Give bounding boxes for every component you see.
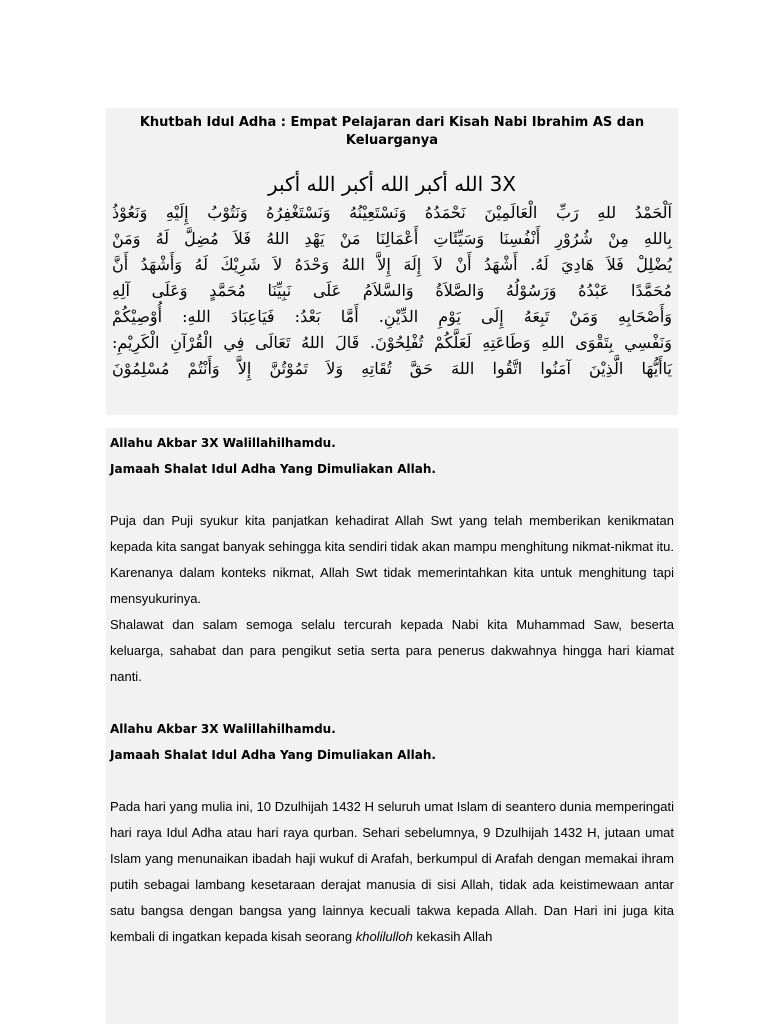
section-2 [106,716,678,950]
arabic-line: اَلْحَمْدُ للهِ رَبِّ الْعَالَمِيْنَ نَحْمَدُهُ وَنَسْتَعِيْنُهُ وَنَسْتَغْفِرُهُ وَنَتُوْبُ إِلَيْهِ وَنَعُوْذُ [112,203,672,222]
spacer [106,690,678,716]
spacer [110,482,674,508]
section-2-paragraph-idul-adha [110,794,674,950]
arabic-takbir [106,172,678,196]
arabic-line: وَنَفْسِي بِتَقْوَى اللهِ وَطَاعَتِهِ لَعَلَّكُمْ تُفْلِحُوْنَ. قَالَ اللهُ تَعَالَى فِي الْقُرْآنِ الْكَرِيْمِ: [112,333,672,352]
arabic-line: مُحَمَّدًا عَبْدُهُ وَرَسُوْلُهُ وَالصَّلاَةُ وَالسَّلاَمُ عَلَى نَبِيِّنَا مُحَمَّدٍ وَعَلَى آلِهِ [112,281,672,300]
section-1-header-takbir: Allahu Akbar 3X Walillahilhamdu. [110,436,336,450]
takbir-count: 3X [489,172,516,196]
paragraph-text: kekasih Allah [412,929,493,944]
title-block [106,108,678,415]
arabic-line: بِاللهِ مِنْ شُرُوْرِ أَنْفُسِنَا وَسَيِّئَاتِ أَعْمَالِنَا مَنْ يَهْدِ اللهُ فَلاَ مُضِلَّ لَهُ وَمَنْ [112,229,672,248]
section-2-header-greeting: Jamaah Shalat Idul Adha Yang Dimuliakan Allah. [110,748,436,762]
section-2-header-takbir: Allahu Akbar 3X Walillahilhamdu. [110,722,336,736]
arabic-line: يُضْلِلْ فَلاَ هَادِيَ لَهُ. أَشْهَدُ أَنْ لاَ إِلَهَ إِلاَّ اللهُ وَحْدَهُ لاَ شَرِيْكَ لَهُ وَأَشْهَدُ أَنَّ [112,255,672,274]
section-1-paragraph-shalawat: Shalawat dan salam semoga selalu tercurah kepada Nabi kita Muhammad Saw, beserta keluarga, sahabat dan para pengikut setia serta para penerus dakwahnya hingga hari kiamat nanti. [110,617,674,684]
spacer [110,768,674,794]
arabic-opening-prayer [106,200,678,382]
document-title: Khutbah Idul Adha : Empat Pelajaran dari Kisah Nabi Ibrahim AS dan Keluarganya [139,115,645,148]
arabic-takbir-text: الله أكبر الله أكبر الله أكبر [267,172,484,196]
arabic-line: وَأَصْحَابِهِ وَمَنْ تَبِعَهُ إِلَى يَوْمِ الدِّيْنِ. أَمَّا بَعْدُ: فَيَاعِبَادَ اللهِ: أُوْصِيْكُمْ [112,307,672,326]
section-1-paragraph-praise: Puja dan Puji syukur kita panjatkan kehadirat Allah Swt yang telah memberikan kenikmatan kepada kita sangat banyak sehingga kita sendiri tidak akan mampu menghitung nikmat-nikmat itu. Karenanya dalam konteks nikmat, Allah Swt tidak memerintahkan kita untuk menghitung tapi mensyukurinya. [110,513,674,606]
section-1 [106,428,678,690]
arabic-line: يَاأَيُّهَا الَّذِيْنَ آمَنُوا اتَّقُوا اللهَ حَقَّ تُقَاتِهِ وَلاَ تَمُوْتُنَّ إِلاَّ وَأَنْتُمْ مُسْلِمُوْنَ [112,359,672,378]
paragraph-text: Pada hari yang mulia ini, 10 Dzulhijah 1432 H seluruh umat Islam di seantero dunia memperingati hari raya Idul Adha atau hari raya qurban. Sehari sebelumnya, 9 Dzulhijah 1432 H, jutaan umat Islam yang menunaikan ibadah haji wukuf di Arafah, berkumpul di Arafah dengan memakai ihram putih sebagai lambang kesetaraan derajat manusia di sisi Allah, tidak ada keistimewaan antar satu bangsa dengan bangsa yang lainnya kecuali takwa kepada Allah. Dan Hari ini juga kita kembali di ingatkan kepada kisah seorang [110,799,674,944]
sermon-text-block [106,428,678,1024]
italic-term: kholilulloh [355,929,413,944]
section-1-header-greeting: Jamaah Shalat Idul Adha Yang Dimuliakan Allah. [110,462,436,476]
